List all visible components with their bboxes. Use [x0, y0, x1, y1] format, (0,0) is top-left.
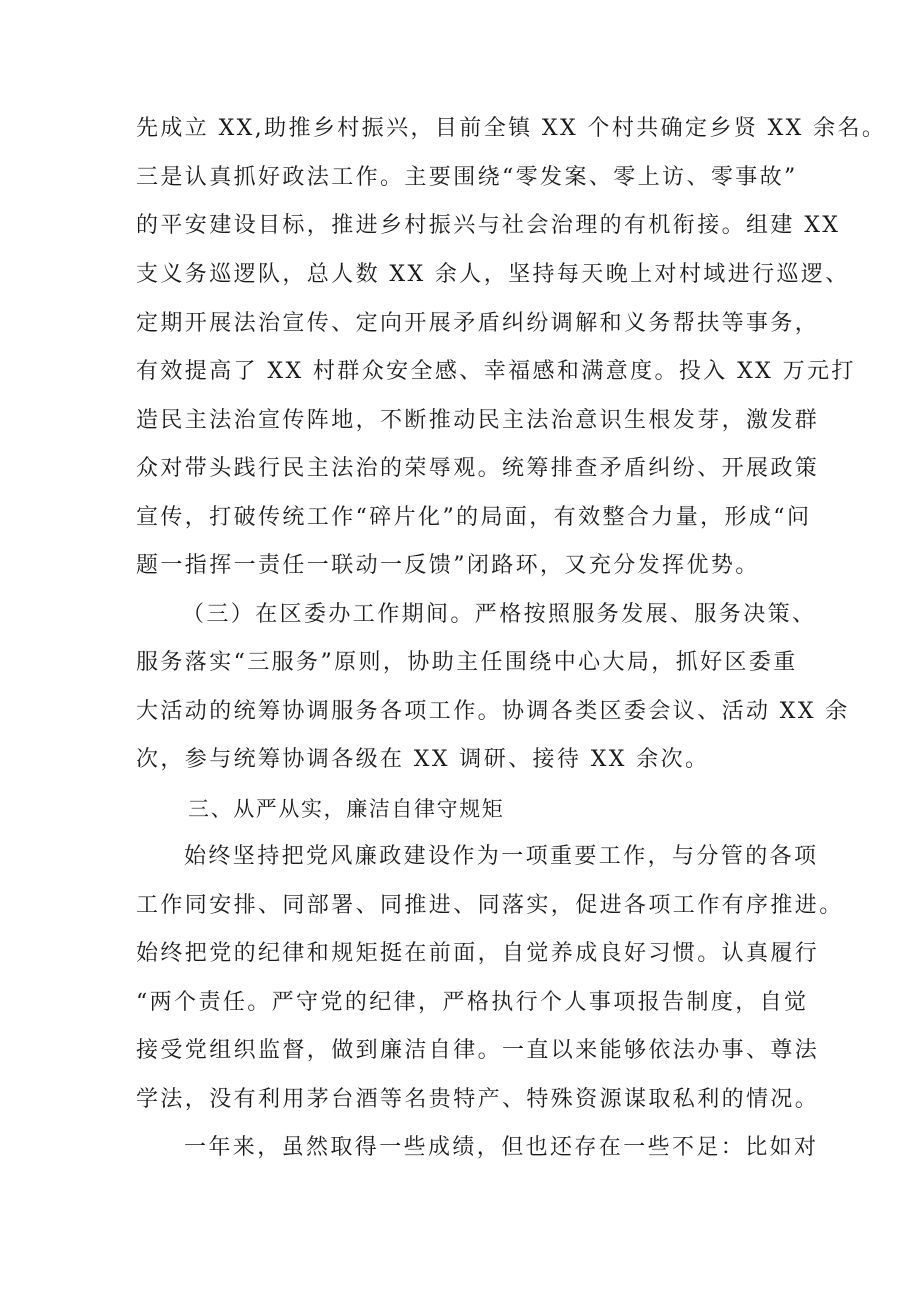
text-line: 学法，没有利用茅台酒等名贵特产、特殊资源谋取私利的情况。 — [136, 1087, 820, 1112]
text-line: 接受党组织监督，做到廉洁自律。一直以来能够依法办事、尊法 — [136, 1038, 820, 1063]
text-line: 有效提高了 XX 村群众安全感、幸福感和满意度。投入 XX 万元打 — [136, 359, 856, 384]
section-heading: 三、从严从实，廉洁自律守规矩 — [188, 797, 505, 821]
text-line: 的平安建设目标，推进乡村振兴与社会治理的有机衔接。组建 XX — [136, 213, 841, 238]
paragraph-start-line: 一年来，虽然取得一些成绩，但也还存在一些不足：比如对 — [184, 1135, 819, 1160]
text-line: 造民主法治宣传阵地，不断推动民主法治意识生根发芽，激发群 — [136, 408, 820, 433]
text-line: “两个责任。严守党的纪律，严格执行个人事项报告制度，自觉 — [136, 990, 809, 1015]
text-line: 定期开展法治宣传、定向开展矛盾纠纷调解和义务帮扶等事务， — [136, 311, 820, 336]
text-line: 工作同安排、同部署、同推进、同落实，促进各项工作有序推进。 — [136, 893, 844, 918]
text-line: 服务落实“三服务”原则，协助主任围绕中心大局，抓好区委重 — [136, 650, 798, 675]
text-line: 宣传，打破传统工作“碎片化”的局面，有效整合力量，形成“问 — [136, 505, 812, 530]
paragraph-start-line: （三）在区委办工作期间。严格按照服务发展、服务决策、 — [182, 602, 817, 627]
text-line: 先成立 XX,助推乡村振兴，目前全镇 XX 个村共确定乡贤 XX 余名。 — [136, 116, 887, 141]
paragraph-start-line: 始终坚持把党风廉政建设作为一项重要工作，与分管的各项 — [184, 844, 819, 869]
text-line: 题一指挥一责任一联动一反馈”闭路环，又充分发挥优势。 — [136, 553, 760, 578]
text-line: 三是认真抓好政法工作。主要围绕“零发案、零上访、零事故” — [136, 165, 798, 190]
text-line: 次，参与统筹协调各级在 XX 调研、接待 XX 余次。 — [136, 747, 710, 772]
text-line: 始终把党的纪律和规矩挺在前面，自觉养成良好习惯。认真履行 — [136, 941, 820, 966]
text-line: 支义务巡逻队，总人数 XX 余人，坚持每天晚上对村域进行巡逻、 — [136, 262, 850, 287]
text-line: 众对带头践行民主法治的荣辱观。统筹排查矛盾纠纷、开展政策 — [136, 456, 820, 481]
text-line: 大活动的统筹协调服务各项工作。协调各类区委会议、活动 XX 余 — [136, 699, 850, 724]
